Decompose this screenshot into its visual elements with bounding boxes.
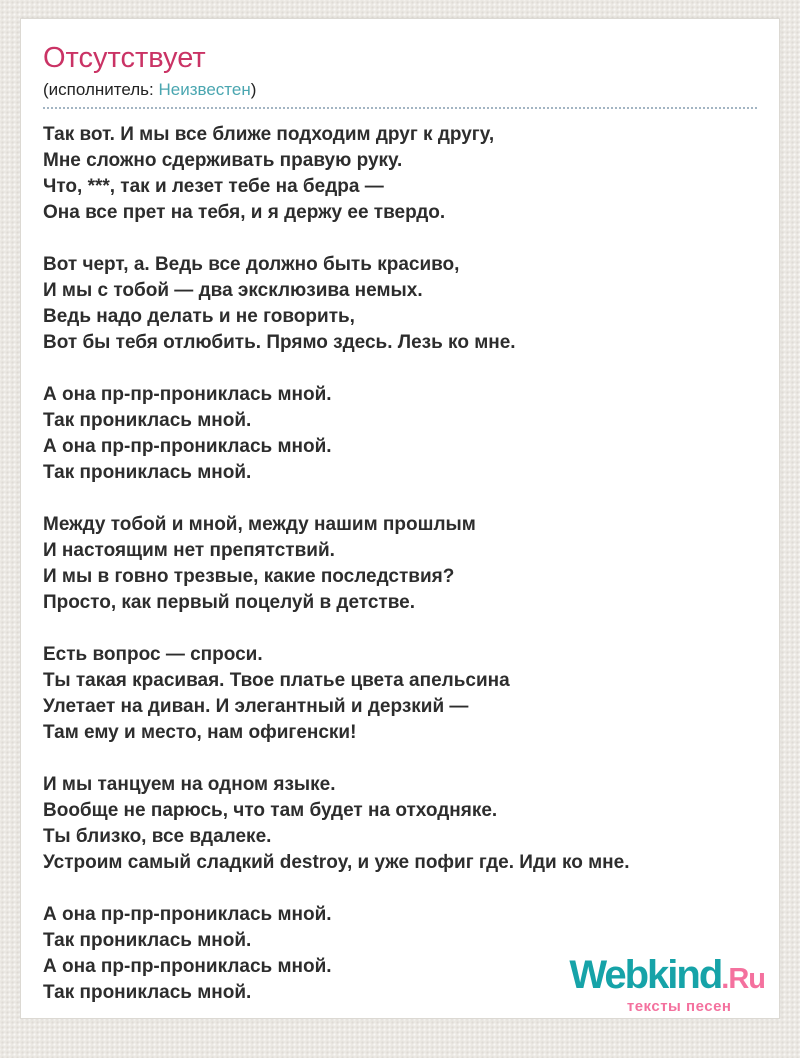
lyric-line: Вот бы тебя отлюбить. Прямо здесь. Лезь ко мне.	[43, 332, 516, 353]
artist-line	[43, 80, 757, 100]
lyric-line: А она пр-пр-прониклась мной.	[43, 436, 332, 457]
site-logo-wordmark	[569, 953, 765, 1001]
lyric-line: А она пр-пр-прониклась мной.	[43, 904, 332, 925]
site-logo-webkind: Webkind	[569, 953, 722, 997]
artist-label-suffix: )	[250, 80, 257, 99]
stanza	[43, 382, 757, 486]
lyric-line: И настоящим нет препятствий.	[43, 540, 335, 561]
stanza	[43, 512, 757, 616]
artist-link[interactable]: Неизвестен	[158, 80, 251, 99]
page-title: Отсутствует	[43, 42, 206, 74]
site-logo-ru: .Ru	[721, 963, 765, 995]
stanza	[43, 642, 757, 746]
lyric-line: Устроим самый сладкий destroy, и уже пофиг где. Иди ко мне.	[43, 852, 630, 873]
lyric-line: Вот черт, а. Ведь все должно быть красиво,	[43, 254, 460, 275]
site-logo[interactable]	[569, 953, 765, 1015]
lyric-line: Ведь надо делать и не говорить,	[43, 306, 355, 327]
lyric-line: Вообще не парюсь, что там будет на отходняке.	[43, 800, 498, 821]
stanza	[43, 772, 757, 876]
lyric-line: А она пр-пр-прониклась мной.	[43, 384, 332, 405]
lyric-line: И мы в говно трезвые, какие последствия?	[43, 566, 455, 587]
lyric-line: Так прониклась мной.	[43, 982, 252, 1003]
lyric-line: А она пр-пр-прониклась мной.	[43, 956, 332, 977]
dotted-separator	[43, 107, 757, 109]
lyric-line: Что, ***, так и лезет тебе на бедра —	[43, 176, 384, 197]
lyric-line: Ты близко, все вдалеке.	[43, 826, 272, 847]
stanza	[43, 122, 757, 226]
lyric-line: Мне сложно сдерживать правую руку.	[43, 150, 403, 171]
lyric-line: Там ему и место, нам офигенски!	[43, 722, 357, 743]
lyric-line: И мы с тобой — два эксклюзива немых.	[43, 280, 423, 301]
lyric-line: Ты такая красивая. Твое платье цвета апельсина	[43, 670, 510, 691]
lyric-line: Так прониклась мной.	[43, 930, 252, 951]
lyric-line: Так вот. И мы все ближе подходим друг к другу,	[43, 124, 495, 145]
lyric-line: И мы танцуем на одном языке.	[43, 774, 336, 795]
lyric-line: Так прониклась мной.	[43, 410, 252, 431]
lyric-line: Так прониклась мной.	[43, 462, 252, 483]
artist-label-prefix: (исполнитель:	[43, 80, 159, 99]
lyrics	[43, 122, 757, 1006]
lyric-line: Есть вопрос — спроси.	[43, 644, 263, 665]
lyric-line: Между тобой и мной, между нашим прошлым	[43, 514, 476, 535]
lyric-line: Она все прет на тебя, и я держу ее твердо.	[43, 202, 446, 223]
lyric-line: Улетает на диван. И элегантный и дерзкий —	[43, 696, 469, 717]
site-logo-tagline: тексты песен	[626, 998, 732, 1015]
stanza	[43, 252, 757, 356]
lyrics-card	[20, 18, 780, 1019]
lyric-line: Просто, как первый поцелуй в детстве.	[43, 592, 415, 613]
